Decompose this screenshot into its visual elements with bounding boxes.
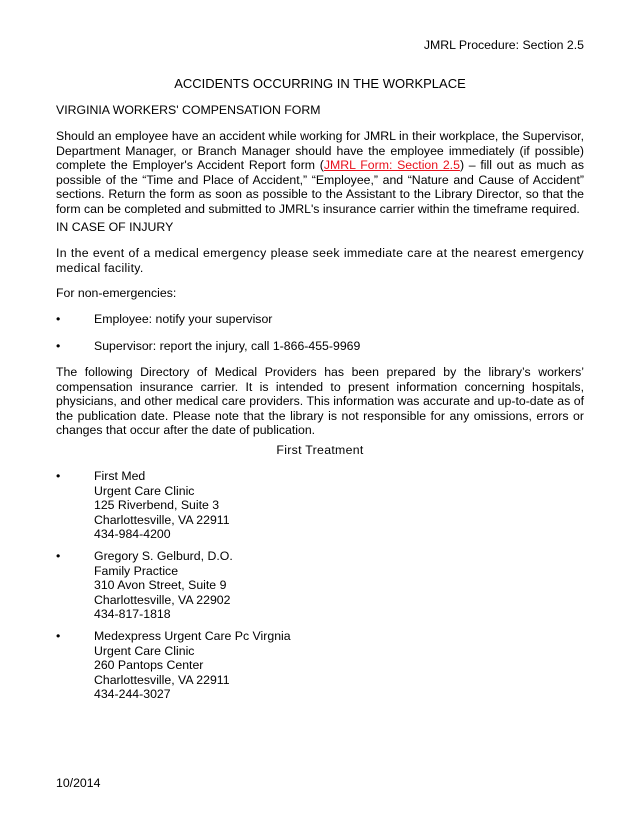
provider-address: 125 Riverbend, Suite 3 xyxy=(94,498,220,512)
provider-entry xyxy=(56,549,584,621)
bullet-icon: • xyxy=(56,312,61,326)
non-emergency-label: For non-emergencies: xyxy=(56,286,177,300)
bullet-icon: • xyxy=(56,339,61,353)
provider-city: Charlottesville, VA 22902 xyxy=(94,592,231,607)
provider-phone: 434-244-3027 xyxy=(94,687,171,701)
page-title: ACCIDENTS OCCURRING IN THE WORKPLACE xyxy=(174,76,466,91)
directory-paragraph: The following Directory of Medical Providers has been prepared by the library’s workers’ compensation insurance carrier. It is intended to present information concerning hospitals, physicians, and other medical care providers. This information was accurate and up-to-date as of the publication date. Please note that the library is not responsible for any omissions, errors or changes that occur after the date of publication. xyxy=(56,365,584,437)
workers-comp-paragraph xyxy=(56,129,584,216)
provider-phone: 434-984-4200 xyxy=(94,527,171,541)
paragraph-text-end: ) – fill out as much as possible of the “Time and Place of Accident,” “Employee,” and “Nature and Cause of Accident” sections. Return the form as soon as possible to the Assistant to the Library Director, so that the form can be completed and submitted to JMRL's insurance carrier within the timeframe required. xyxy=(56,158,584,216)
provider-type: Family Practice xyxy=(94,563,179,578)
section-heading-workers-comp: VIRGINIA WORKERS' COMPENSATION FORM xyxy=(56,103,321,117)
provider-city: Charlottesville, VA 22911 xyxy=(94,672,230,687)
provider-details xyxy=(94,469,584,542)
provider-type: Urgent Care Clinic xyxy=(94,643,195,658)
provider-address: 260 Pantops Center xyxy=(94,658,204,672)
procedure-reference: JMRL Procedure: Section 2.5 xyxy=(423,38,584,52)
paragraph-text-start: Should an employee have an accident while working for JMRL in their workplace, the Supervisor, Department Manager, or Branch Manager should have the employee immediately (if possible) complete the Employer's Accident Report form ( xyxy=(56,129,584,172)
bullet-text: Employee: notify your supervisor xyxy=(94,312,273,326)
provider-details xyxy=(94,629,584,702)
bullet-icon: • xyxy=(56,549,61,563)
provider-entry xyxy=(56,629,584,701)
jmrl-form-link[interactable]: JMRL Form: Section 2.5 xyxy=(323,158,460,172)
provider-type: Urgent Care Clinic xyxy=(94,483,195,498)
bullet-icon: • xyxy=(56,469,61,483)
first-treatment-heading: First Treatment xyxy=(276,443,364,457)
provider-address: 310 Avon Street, Suite 9 xyxy=(94,578,227,592)
provider-name: First Med xyxy=(94,469,146,483)
emergency-paragraph: In the event of a medical emergency please seek immediate care at the nearest emergency medical facility. xyxy=(56,246,584,275)
provider-city: Charlottesville, VA 22911 xyxy=(94,512,230,527)
section-heading-injury: IN CASE OF INJURY xyxy=(56,220,174,234)
provider-details xyxy=(94,549,584,622)
provider-name: Gregory S. Gelburd, D.O. xyxy=(94,549,233,563)
provider-phone: 434-817-1818 xyxy=(94,607,171,621)
footer-date: 10/2014 xyxy=(56,776,101,790)
bullet-text: Supervisor: report the injury, call 1-866-455-9969 xyxy=(94,339,361,353)
bullet-icon: • xyxy=(56,629,61,643)
provider-name: Medexpress Urgent Care Pc Virgnia xyxy=(94,629,291,643)
provider-entry xyxy=(56,469,584,541)
